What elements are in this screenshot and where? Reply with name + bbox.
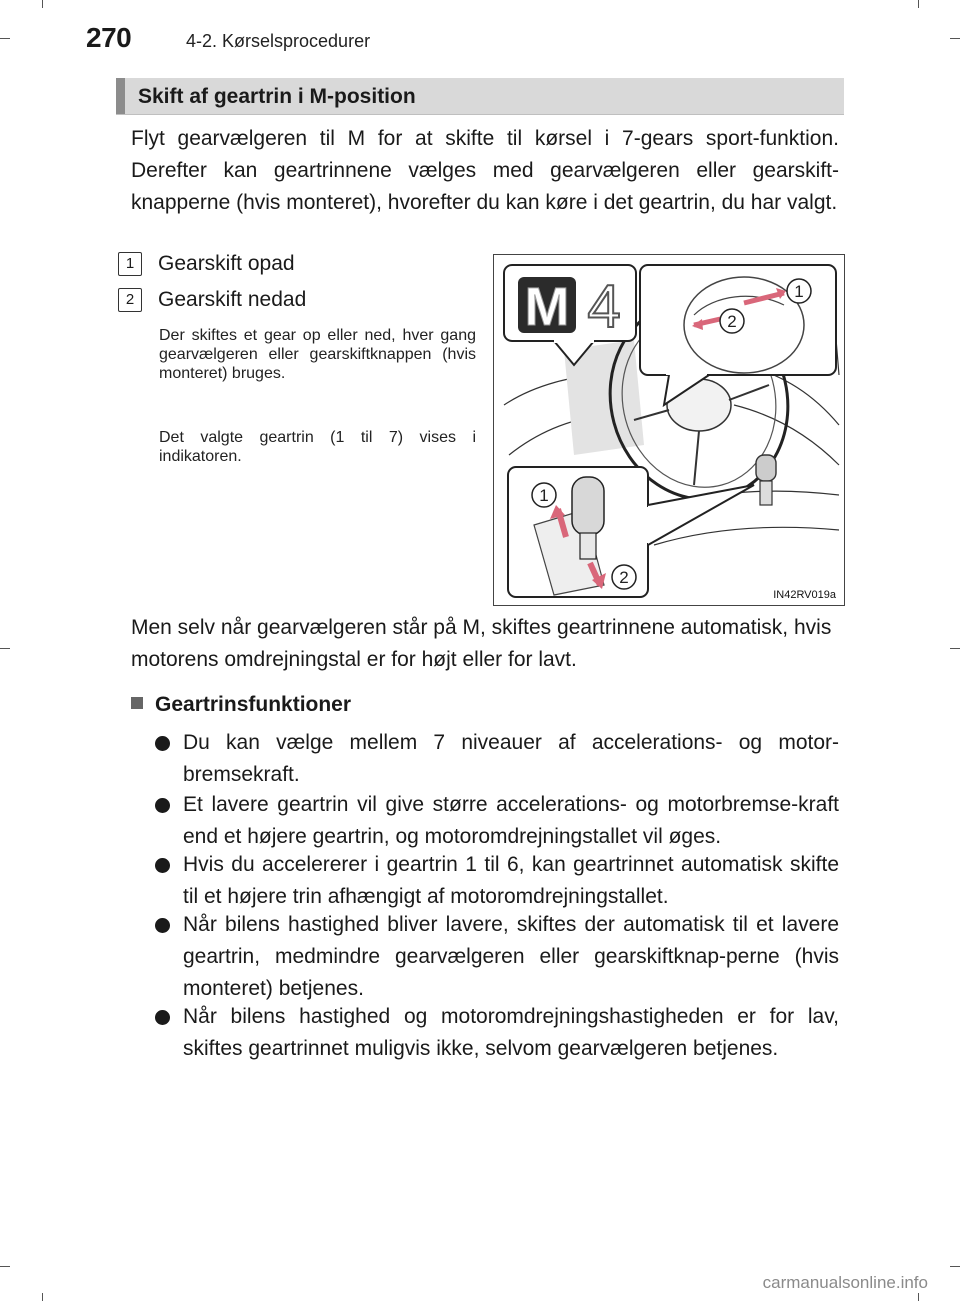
crop-mark <box>918 1293 919 1301</box>
bullet-dot <box>155 918 170 933</box>
crop-mark <box>0 1266 10 1267</box>
indicator-letter: M <box>524 277 570 337</box>
bullet-text: Hvis du accelererer i geartrin 1 til 6, kan geartrinnet automatisk skifte til et højere trin afhængigt af motoromdrejningstallet. <box>183 853 839 908</box>
callout-1-top: 1 <box>794 282 804 301</box>
bullet-text: Et lavere geartrin vil give større accelerations- og motorbremse-kraft end et højere geartrin, og motoromdrejningstallet vil øges. <box>183 793 839 848</box>
bullet-item <box>153 849 839 913</box>
page-number: 270 <box>86 22 132 53</box>
chapter-title: 4-2. Kørselsprocedurer <box>186 31 371 51</box>
bullet-dot <box>155 736 170 751</box>
crop-mark <box>918 0 919 8</box>
crop-mark <box>42 1293 43 1301</box>
section-header <box>116 78 844 115</box>
list-label: Gearskift opad <box>158 252 295 275</box>
bullet-item <box>153 1001 839 1065</box>
subheading-marker <box>131 697 143 709</box>
subheading-text: Geartrinsfunktioner <box>155 693 352 716</box>
callout-2-top: 2 <box>727 312 737 331</box>
section-title: Skift af geartrin i M-position <box>138 85 416 108</box>
list-item-upshift <box>118 250 295 278</box>
crop-mark <box>950 38 960 39</box>
intro-paragraph: Flyt gearvælgeren til M for at skifte til kørsel i 7-gears sport-funktion. Derefter kan geartrinnene vælges med gearvælgeren eller gearskift-knapperne (hvis monteret), hvorefter du kan køre i det geartrin, du har valgt. <box>131 127 839 214</box>
bullet-text: Når bilens hastighed bliver lavere, skiftes der automatisk til et lavere geartrin, medmindre gearvælgeren eller gearskiftknap-perne (hvis monteret) betjenes. <box>183 913 839 1000</box>
figure-code: IN42RV019a <box>773 589 836 601</box>
callout-1-bottom: 1 <box>539 486 549 505</box>
callout-2-bottom: 2 <box>619 568 629 587</box>
list-number: 1 <box>118 252 142 276</box>
bullet-item <box>153 727 839 791</box>
indicator-number: 4 <box>587 273 621 340</box>
bullet-dot <box>155 798 170 813</box>
crop-mark <box>950 1266 960 1267</box>
bullet-item <box>153 789 839 853</box>
list-number: 2 <box>118 288 142 312</box>
bullet-text: Du kan vælge mellem 7 niveauer af accelerations- og motor-bremsekraft. <box>183 731 839 786</box>
gear-illustration <box>494 255 844 605</box>
list-label: Gearskift nedad <box>158 288 307 311</box>
crop-mark <box>0 38 10 39</box>
note-indicator: Det valgte geartrin (1 til 7) vises i indikatoren. <box>159 429 476 465</box>
note-shift: Der skiftes et gear op eller ned, hver gang gearvælgeren eller gearskiftknappen (hvis monteret) bruges. <box>159 327 476 382</box>
bullet-text: Når bilens hastighed og motoromdrejningshastigheden er for lav, skiftes geartrinnet muligvis ikke, selvom gearvælgeren betjenes. <box>183 1005 839 1060</box>
section-accent <box>116 78 125 114</box>
crop-mark <box>0 648 10 649</box>
bullet-dot <box>155 858 170 873</box>
crop-mark <box>42 0 43 8</box>
bullet-item <box>153 909 839 1005</box>
list-item-downshift <box>118 286 306 314</box>
gear-figure <box>493 254 845 606</box>
crop-mark <box>950 648 960 649</box>
footer-watermark: carmanualsonline.info <box>762 1273 928 1292</box>
automatic-shift-paragraph: Men selv når gearvælgeren står på M, skiftes geartrinnene automatisk, hvis motorens omdrejningstal er for højt eller for lavt. <box>131 616 832 671</box>
bullet-dot <box>155 1010 170 1025</box>
subheading <box>131 693 351 717</box>
